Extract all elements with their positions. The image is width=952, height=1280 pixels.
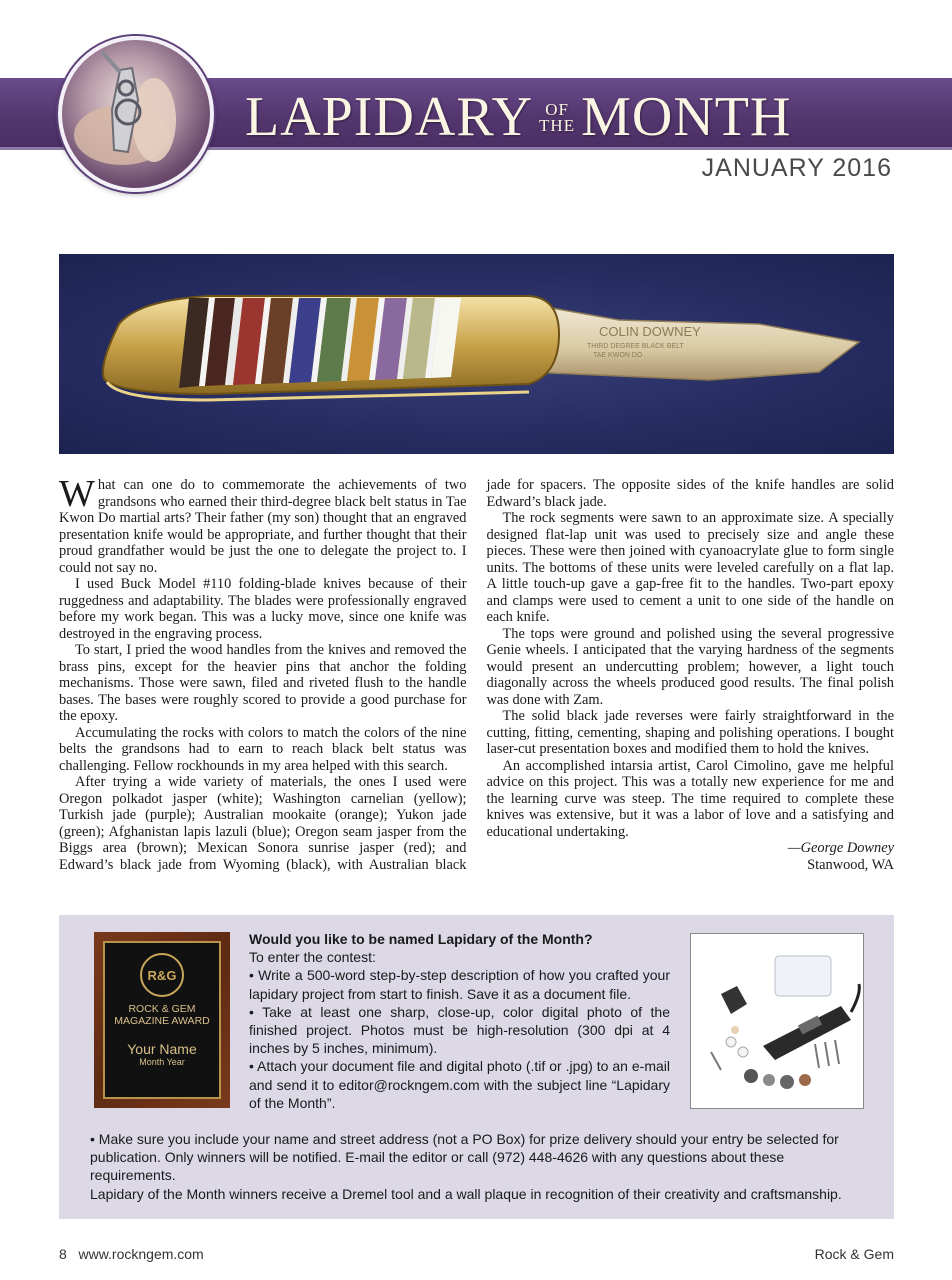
title-of: OF (545, 100, 569, 119)
author-name: —George Downey (787, 840, 894, 856)
contest-closing: Lapidary of the Month winners receive a Dremel tool and a wall plaque in recognition of their creativity and craftsmanship. (90, 1185, 842, 1202)
knife-illustration (59, 254, 894, 454)
website: www.rockngem.com (78, 1246, 204, 1262)
article-paragraph: I used Buck Model #110 folding-blade knives because of their ruggedness and adaptability. The blades were professionally engraved before my work began. This was a lucky move, since one knife was destroyed in the engraving process. (59, 576, 467, 642)
handle-stone-segments (179, 298, 461, 388)
plaque-seal-mark: R&G (147, 967, 177, 983)
page-number: 8 (59, 1246, 67, 1262)
dremel-tool-photo (690, 933, 864, 1109)
article-paragraph: To start, I pried the wood handles from the knives and removed the brass pins, except for the heavier pins that anchor the folding mechanisms. Those were sawn, filed and riveted flush to the handle bases. The bases were roughly scored to provide a good purchase for the epoxy. (59, 642, 467, 724)
title-lapidary: LAPIDARY (245, 86, 534, 148)
article-paragraph: What can one do to commemorate the achievements of two grandsons who earned their third-degree black belt status in Tae Kwon Do martial arts? Their father (my son) thought that an engraved presentation knife would be appropriate, and further thought that their proud grandfather would be just the one to delegate the project to. I could not say no. (59, 473, 467, 576)
author-location: Stanwood, WA (807, 856, 894, 873)
title-of-the (539, 102, 575, 134)
magazine-name: Rock & Gem (814, 1246, 894, 1262)
article-paragraph: Accumulating the rocks with colors to match the colors of the nine belts the grandsons had to earn to reach black belt status was challenging. Fellow rockhounds in my area helped with this search. (59, 724, 467, 774)
contest-instructions (249, 930, 670, 1112)
plaque-month-year: Month Year (139, 1057, 185, 1067)
dremel-tool-image (691, 934, 863, 1108)
medallion-hand-pendant-image (62, 40, 210, 188)
plaque-seal (140, 953, 184, 997)
contest-heading: Would you like to be named Lapidary of the Month? (249, 931, 593, 947)
contest-intro: To enter the contest: (249, 949, 376, 966)
contest-bullet: • Write a 500-word step-by-step description of how you crafted your lapidary project from start to finish. Save it as a document file. (249, 967, 670, 1002)
hero-knife-photo (59, 254, 894, 454)
article-paragraph: An accomplished intarsia artist, Carol Cimolino, gave me helpful advice on this project. This was a totally new experience for me and the learning curve was steep. The time required to complete these knives was extensive, but it was a labor of love and a satisfying and educational undertaking. (486, 757, 894, 840)
contest-box (59, 915, 894, 1219)
article-paragraph: The tops were ground and polished using the several progressive Genie wheels. I anticipated that the varying hardness of the segments would present an undercutting problem; however, a light touch diagonally across the wheels produced good results. The final polish was done with Zam. (486, 625, 894, 708)
footer-left (59, 1246, 204, 1262)
article-paragraph: The rock segments were sawn to an approximate size. A specially designed flat-lap unit was used to precisely size and angle these pieces. These were then joined with cyanoacrylate glue to form single units. The bottoms of these units were leveled carefully on a flat lap. A little touch-up gave a gap-free fit to the handles. Two-part epoxy and clamps were used to cement a unit to one side of the handle on each knife. (486, 510, 894, 625)
article-paragraph: After trying a wide variety of materials, the ones I used were Oregon polkadot jasper (white); Washington carnelian (yellow); Turkish jade (purple); Australian mookaite (orange); Yukon jade (green); Afghanistan lapis lazuli (blue); Oregon seam jasper from the Biggs area (brown); Mexican Sonora sunrise jasper (red); and Edward’s black jade from Wyoming (black), with Australian black jade for spacers. The opposite sides of the knife handles are solid Edward’s black jade. (59, 477, 894, 873)
blade-engraving-line2: THIRD DEGREE BLACK BELT (587, 343, 684, 350)
author-signature (487, 840, 895, 857)
title-the: THE (539, 116, 576, 135)
page-title (245, 84, 792, 148)
blade-engraving-line1: COLIN DOWNEY (599, 324, 701, 339)
drop-cap: W (59, 473, 95, 515)
header-medallion-photo (58, 36, 214, 192)
title-month: MONTH (581, 86, 792, 148)
contest-bullet: • Make sure you include your name and street address (not a PO Box) for prize delivery should your entry be selected for publication. Only winners will be notified. E-mail the editor or call (972) 448-4626 with any questions about these requirements. (90, 1131, 839, 1184)
contest-bullet: • Take at least one sharp, close-up, color digital photo of the finished project. Photos must be high-resolution (300 dpi at 4 inches by 5 inches, minimum). (249, 1003, 670, 1057)
article-paragraph: The solid black jade reverses were fairly straightforward in the cutting, fitting, cementing, shaping and polishing operations. I bought laser-cut presentation boxes and modified them to hold the knives. (486, 708, 894, 757)
contest-footer-text (90, 1130, 870, 1203)
page-footer (59, 1246, 894, 1262)
article-body (59, 473, 894, 895)
issue-date: JANUARY 2016 (701, 154, 892, 182)
award-plaque-image (94, 932, 230, 1108)
plaque-award-text: ROCK & GEM MAGAZINE AWARD (114, 1003, 210, 1027)
blade-engraving-line3: TAE KWON DO (593, 352, 643, 359)
contest-bullet: • Attach your document file and digital photo (.tif or .jpg) to an e-mail and send it to editor@rockngem.com with the subject line “Lapidary of the Month”. (249, 1058, 670, 1111)
plaque-name: Your Name (127, 1041, 197, 1057)
